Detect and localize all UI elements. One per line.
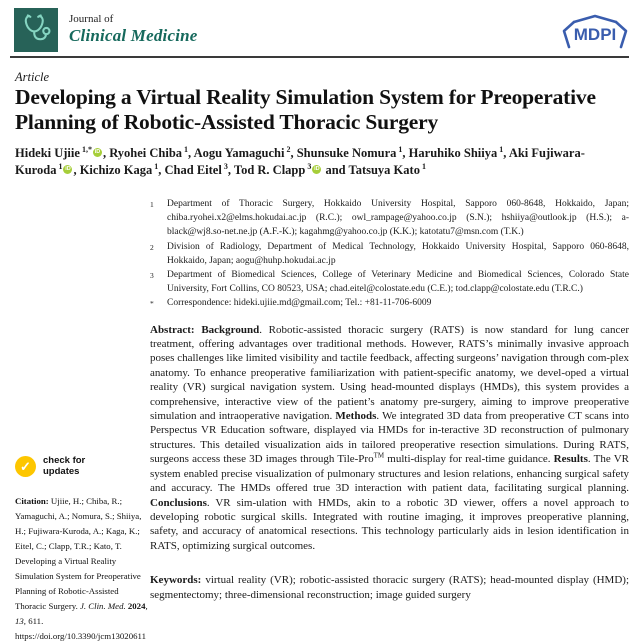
keywords-text: virtual reality (VR); robotic-assisted thoracic surgery (RATS); head-mounted display (HMD); segmentectomy; three-dimensional reconstruction; image guided surgery — [150, 574, 629, 601]
results-text: . The VR system enabled precise visualization of pulmonary structures and lesion relations, enhancing surgical safety and accuracy. The HMDs offered true 3D interaction with patient data, facilitating surgical planning. — [150, 453, 629, 495]
abstract-label: Abstract: — [150, 323, 202, 336]
affiliation-marker: 1 — [150, 200, 154, 209]
author: Tod R. Clapp $^3$ iD and — [233, 161, 349, 177]
citation-doi-link[interactable]: https://doi.org/10.3390/jcm13020611 — [15, 631, 146, 641]
author: Chad Eitel $^3$, — [164, 161, 234, 177]
stethoscope-icon — [17, 9, 55, 52]
author: Haruhiko Shiiya $^1$, — [408, 144, 509, 160]
left-sidebar — [15, 456, 148, 644]
article-type-label: Article — [15, 70, 50, 84]
main-column — [150, 197, 629, 602]
journal-logo — [14, 8, 58, 52]
results-label: Results — [553, 453, 588, 466]
methods-text-2: multi-display for real-time guidance. — [384, 453, 554, 466]
orcid-icon[interactable]: iD — [65, 166, 71, 172]
affiliation-item — [150, 240, 629, 268]
conclusions-text: . VR sim-ulation with HMDs, akin to a robotic 3D viewer, offers a novel approach to developing robotic surgical skills. Integrated with routine imaging, it improves preoperative planning, safety, and accuracy of anatomical resections. This technology particularly aids in lesion identification in RATS, optimizing surgical outcomes. — [150, 496, 629, 552]
author: Tatsuya Kato $^1$ — [348, 161, 426, 177]
trademark-sup: TM — [373, 451, 385, 460]
orcid-icon[interactable]: iD — [314, 166, 320, 172]
author: Shunsuke Nomura $^1$, — [296, 144, 409, 160]
affiliation-marker: 3 — [150, 271, 154, 281]
affiliation-text: Department of Thoracic Surgery, Hokkaido University Hospital, Sapporo 060-8648, Hokkaido, Japan; chiba.ryohei.x2@elms.hokudai.ac.jp (R.C.); owl_rampage@yahoo.co.jp (S.N.); hshiiya@outlook.jp (H.S.); a-black@wj8.so-net.ne.jp (A.F.-K.); kagahmg@yahoo.co.jp (K.K.); katotatu7@msn.com (T.K.) — [167, 199, 629, 238]
mdpi-logo[interactable] — [560, 13, 630, 58]
background-text: . Robotic-assisted thoracic surgery (RATS) is now standard for lung cancer treatment, offering advantages over traditional methods. However, RATS’s minimally invasive approach poses challenges like limited visibility and tactile feedback, affecting surgeons’ navigation through com-plex anatomy. To enhance preoperative familiarization with patient-specific anatomy, we devel-oped a virtual reality (VR) surgical navigation system. Using head-mounted displays (HMDs), this system provides a comprehensive, interactive view of the patient’s anatomy pre-surgery, aiming to improve preoperative simulation and intraoperative navigation. — [150, 323, 629, 423]
citation-label: Citation: — [15, 496, 51, 506]
conclusions-label: Conclusions — [150, 496, 207, 509]
mdpi-wordmark: MDPI — [573, 25, 617, 44]
correspondence-marker: * — [150, 299, 154, 309]
citation-volume: 13 — [15, 616, 24, 626]
author-list — [15, 145, 615, 179]
citation-year: 2024 — [127, 601, 146, 611]
affiliation-text: Division of Radiology, Department of Medical Technology, Hokkaido University Hospital, Sapporo 060-8648, Hokkaido, Japan; aogu@huhp.hokudai.ac.jp — [167, 241, 629, 266]
orcid-icon[interactable]: iD — [94, 149, 101, 155]
citation-authors-title: Ujiie, H.; Chiba, R.; Yamaguchi, A.; Nomura, S.; Shiiya, H.; Fujiwara-Kuroda, A.; Kaga, K.; Eitel, C.; Clapp, T.R.; Kato, T. Developing a Virtual Reality Simulation System for Preoperative Planning of Robotic-Assisted Thoracic Surgery. — [15, 496, 142, 611]
background-label: Background — [201, 323, 260, 336]
correspondence-text: Correspondence: hideki.ujiie.md@gmail.com; Tel.: +81-11-706-6009 — [167, 298, 432, 309]
citation-journal-abbrev: J. Clin. Med. — [79, 601, 126, 611]
paper-title: Developing a Virtual Reality Simulation System for Preoperative Planning of Robotic-Assisted Thoracic Surgery — [15, 85, 596, 134]
methods-text: . We integrated 3D data from preoperative CT scans into Perspectus VR Education software, displayed via HMDs for in-teractive 3D reconstruction of pulmonary structures. This detailed visualization aids in tailored preoperative resection simulations. During RATS, surgeons access these 3D images through Tile-Pro — [150, 410, 630, 466]
affiliation-marker: 2 — [150, 242, 154, 252]
check-for-updates-badge[interactable] — [15, 456, 148, 477]
author: Kichizo Kaga $^1$, — [79, 161, 165, 177]
check-icon: ✓ — [15, 456, 36, 477]
author: Aogu Yamaguchi $^2$, — [193, 144, 297, 160]
journal-name: Clinical Medicine — [69, 26, 198, 45]
keywords — [150, 573, 629, 602]
affiliation-item — [150, 197, 629, 240]
affiliation-list — [150, 197, 629, 312]
journal-label: Journal of — [69, 13, 114, 25]
affiliation-text: Department of Biomedical Sciences, College of Veterinary Medicine and Biomedical Sciences, Colorado State University, Fort Collins, CO 80523, USA; chad.eitel@colostate.edu (C.E.); tod.clapp@colostate.edu (T.R.C.) — [167, 270, 629, 295]
author: Aki Fujiwara-Kuroda $^1$ iD , — [15, 146, 585, 177]
citation-pages: , 611. — [23, 616, 44, 626]
header-divider — [10, 56, 629, 58]
methods-label: Methods — [335, 410, 377, 423]
author: Hideki Ujiie $^{1,*}$ iD , — [15, 144, 110, 160]
author: Ryohei Chiba $^1$, — [109, 144, 194, 160]
abstract — [150, 323, 629, 554]
keywords-label: Keywords: — [150, 574, 206, 587]
check-badge-label: check for updates — [43, 455, 86, 477]
affiliation-item — [150, 268, 629, 296]
citation-block: Citation: Ujiie, H.; Chiba, R.; Yamaguchi, A.; Nomura, S.; Shiiya, H.; Fujiwara-Kuroda, A.; Kaga, K.; Eitel, C.; Clapp, T.R.; Kato, T. Developing a Virtual Reality Simulation System for Preoperative Planning of Robotic-Assisted Thoracic Surgery. J. Clin. Med. 2024, 13, 611. https://doi.org/10.3390/jcm13020611 — [15, 496, 148, 641]
affiliation-item — [150, 296, 629, 311]
